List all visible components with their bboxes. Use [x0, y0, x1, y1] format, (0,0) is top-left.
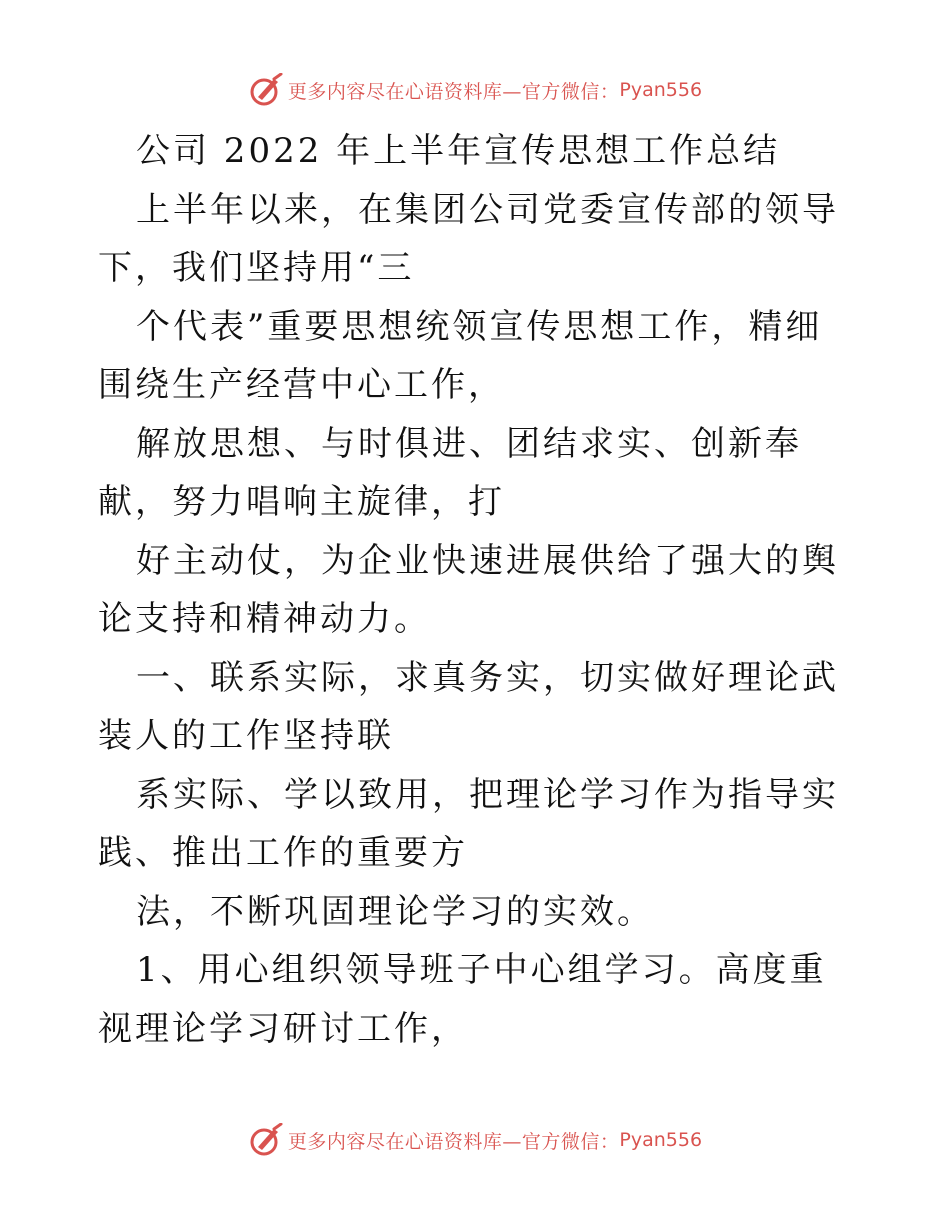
header-watermark [0, 70, 950, 110]
watermark-wechat-id: Pyan556 [619, 1129, 703, 1151]
document-title: 公司 2022 年上半年宣传思想工作总结 [136, 131, 781, 171]
paragraph: 个代表”重要思想统领宣传思想工作，精细围绕生产经营中心工作， [98, 306, 823, 405]
watermark-wechat-id: Pyan556 [619, 79, 703, 101]
paragraph: 好主动仗，为企业快速进展供给了强大的舆论支持和精神动力。 [98, 540, 839, 639]
document-body [98, 122, 858, 1058]
brush-logo-icon [248, 73, 284, 107]
watermark-text: 更多内容尽在心语资料库—官方微信： [287, 1130, 620, 1153]
footer-watermark [0, 1120, 950, 1160]
brush-logo-icon [248, 1123, 284, 1157]
section-heading: 一、联系实际，求真务实，切实做好理论武装人的工作坚持联 [98, 657, 839, 756]
watermark-text: 更多内容尽在心语资料库—官方微信： [287, 80, 620, 103]
paragraph: 解放思想、与时俱进、团结求实、创新奉献，努力唱响主旋律，打 [98, 423, 802, 522]
paragraph: 法，不断巩固理论学习的实效。 [136, 891, 654, 932]
paragraph: 上半年以来，在集团公司党委宣传部的领导下，我们坚持用“三 [98, 189, 839, 288]
paragraph: 1、用心组织领导班子中心组学习。高度重视理论学习研讨工作， [98, 950, 827, 1049]
paragraph: 系实际、学以致用，把理论学习作为指导实践、推出工作的重要方 [98, 774, 839, 873]
